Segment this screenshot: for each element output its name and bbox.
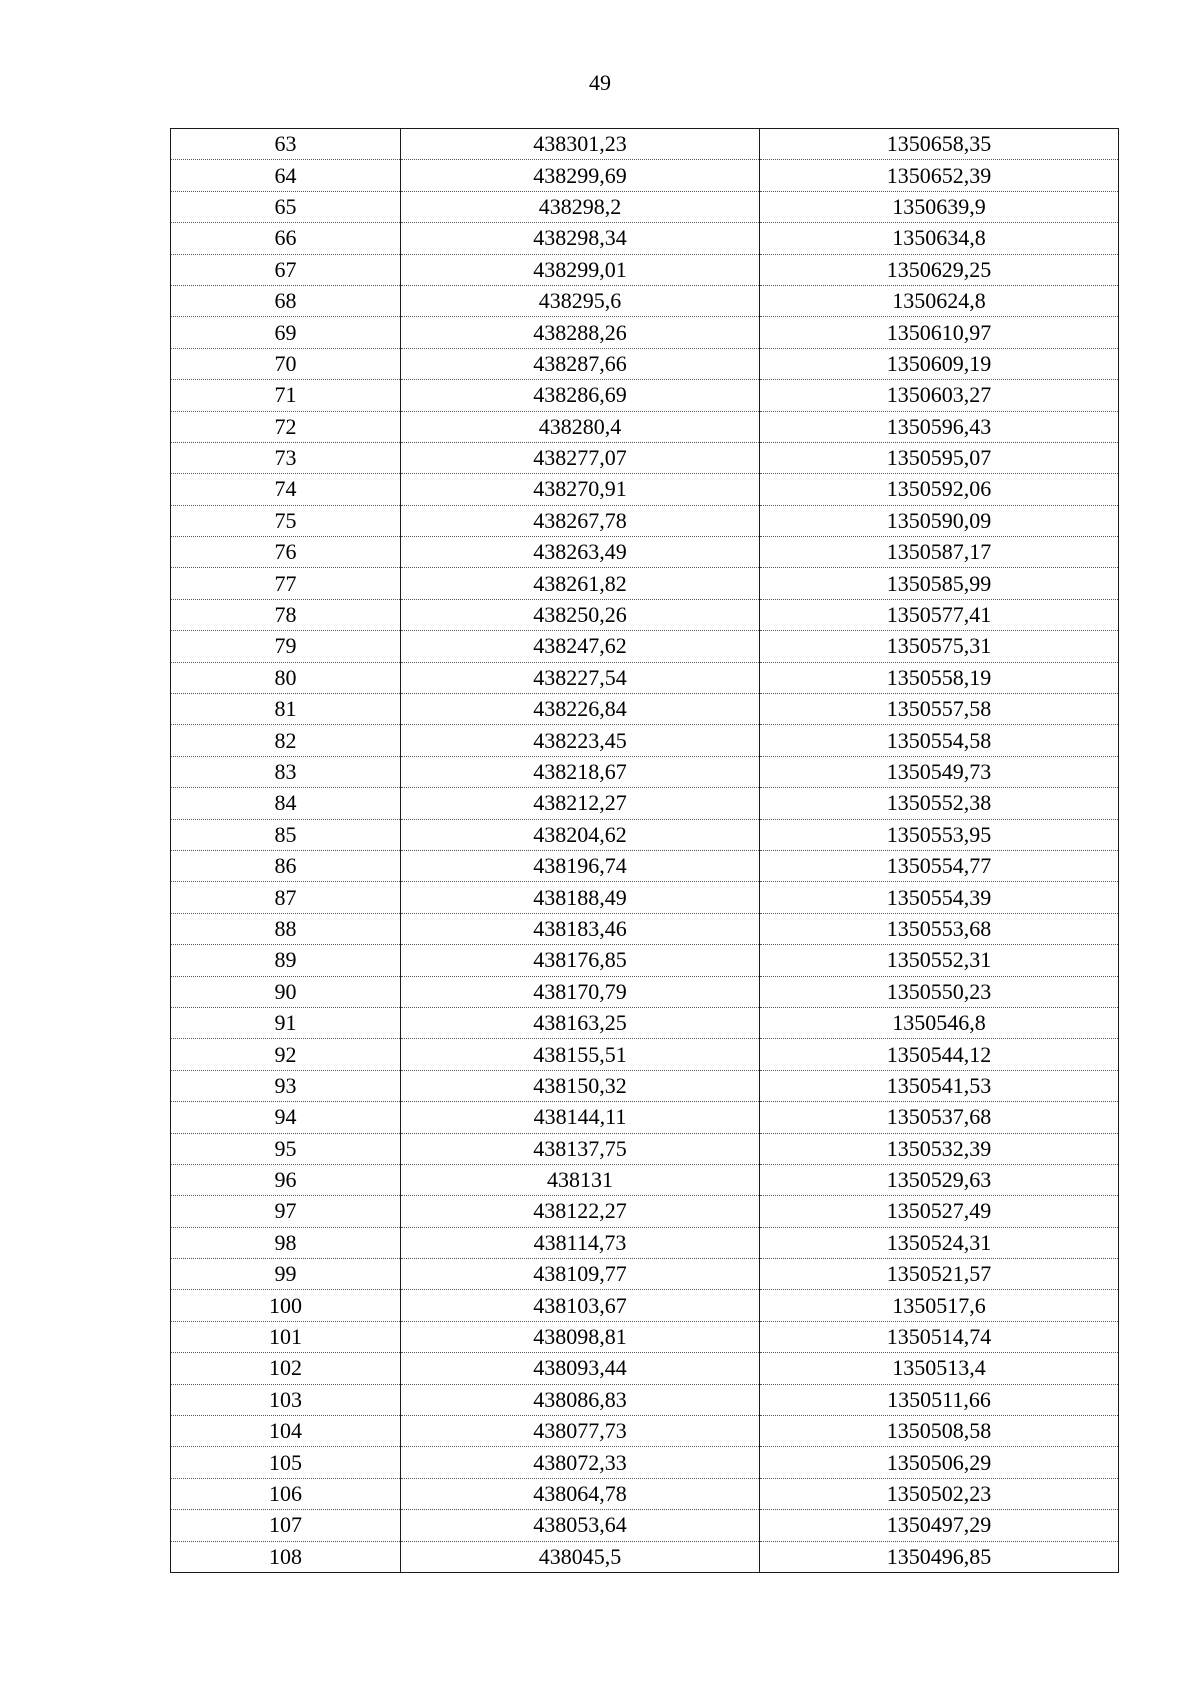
page-number: 49 [589,70,611,95]
table-row [171,1290,1119,1321]
table-row [171,945,1119,976]
x-coordinate-cell: 438280,4 [401,411,760,442]
y-coordinate-cell: 1350553,95 [760,819,1119,850]
x-coordinate-cell: 438298,34 [401,223,760,254]
coordinates-table-body [171,129,1119,1573]
table-row [171,160,1119,191]
x-coordinate-cell: 438299,01 [401,254,760,285]
x-coordinate-cell: 438286,69 [401,380,760,411]
x-coordinate-cell: 438261,82 [401,568,760,599]
table-row [171,976,1119,1007]
point-number-cell: 72 [171,411,401,442]
x-coordinate-cell: 438176,85 [401,945,760,976]
table-row [171,1039,1119,1070]
x-coordinate-cell: 438137,75 [401,1133,760,1164]
y-coordinate-cell: 1350558,19 [760,662,1119,693]
point-number-cell: 108 [171,1541,401,1572]
y-coordinate-cell: 1350554,58 [760,725,1119,756]
table-row [171,1227,1119,1258]
point-number-cell: 80 [171,662,401,693]
y-coordinate-cell: 1350532,39 [760,1133,1119,1164]
y-coordinate-cell: 1350524,31 [760,1227,1119,1258]
x-coordinate-cell: 438227,54 [401,662,760,693]
x-coordinate-cell: 438247,62 [401,631,760,662]
x-coordinate-cell: 438155,51 [401,1039,760,1070]
y-coordinate-cell: 1350624,8 [760,285,1119,316]
point-number-cell: 87 [171,882,401,913]
x-coordinate-cell: 438288,26 [401,317,760,348]
y-coordinate-cell: 1350537,68 [760,1102,1119,1133]
y-coordinate-cell: 1350527,49 [760,1196,1119,1227]
point-number-cell: 92 [171,1039,401,1070]
y-coordinate-cell: 1350575,31 [760,631,1119,662]
point-number-cell: 97 [171,1196,401,1227]
point-number-cell: 88 [171,913,401,944]
point-number-cell: 68 [171,285,401,316]
table-row [171,1416,1119,1447]
y-coordinate-cell: 1350506,29 [760,1447,1119,1478]
x-coordinate-cell: 438223,45 [401,725,760,756]
point-number-cell: 73 [171,442,401,473]
table-row [171,1384,1119,1415]
y-coordinate-cell: 1350658,35 [760,129,1119,160]
point-number-cell: 93 [171,1070,401,1101]
x-coordinate-cell: 438098,81 [401,1321,760,1352]
table-row [171,1353,1119,1384]
y-coordinate-cell: 1350652,39 [760,160,1119,191]
table-row [171,1102,1119,1133]
table-row [171,756,1119,787]
point-number-cell: 86 [171,850,401,881]
point-number-cell: 102 [171,1353,401,1384]
point-number-cell: 83 [171,756,401,787]
x-coordinate-cell: 438103,67 [401,1290,760,1321]
point-number-cell: 78 [171,599,401,630]
point-number-cell: 104 [171,1416,401,1447]
x-coordinate-cell: 438131 [401,1164,760,1195]
x-coordinate-cell: 438270,91 [401,474,760,505]
x-coordinate-cell: 438301,23 [401,129,760,160]
table-row [171,129,1119,160]
table-row [171,1478,1119,1509]
x-coordinate-cell: 438109,77 [401,1259,760,1290]
table-row [171,1321,1119,1352]
y-coordinate-cell: 1350557,58 [760,694,1119,725]
y-coordinate-cell: 1350629,25 [760,254,1119,285]
table-row [171,223,1119,254]
y-coordinate-cell: 1350546,8 [760,1007,1119,1038]
x-coordinate-cell: 438250,26 [401,599,760,630]
table-row [171,1541,1119,1572]
x-coordinate-cell: 438086,83 [401,1384,760,1415]
table-row [171,505,1119,536]
y-coordinate-cell: 1350577,41 [760,599,1119,630]
x-coordinate-cell: 438263,49 [401,537,760,568]
table-row [171,285,1119,316]
table-row [171,1164,1119,1195]
y-coordinate-cell: 1350529,63 [760,1164,1119,1195]
y-coordinate-cell: 1350552,38 [760,788,1119,819]
table-row [171,568,1119,599]
x-coordinate-cell: 438277,07 [401,442,760,473]
point-number-cell: 84 [171,788,401,819]
y-coordinate-cell: 1350595,07 [760,442,1119,473]
point-number-cell: 66 [171,223,401,254]
y-coordinate-cell: 1350609,19 [760,348,1119,379]
table-row [171,1133,1119,1164]
y-coordinate-cell: 1350517,6 [760,1290,1119,1321]
table-row [171,694,1119,725]
point-number-cell: 63 [171,129,401,160]
table-row [171,254,1119,285]
y-coordinate-cell: 1350496,85 [760,1541,1119,1572]
y-coordinate-cell: 1350511,66 [760,1384,1119,1415]
point-number-cell: 106 [171,1478,401,1509]
table-row [171,850,1119,881]
y-coordinate-cell: 1350508,58 [760,1416,1119,1447]
point-number-cell: 81 [171,694,401,725]
point-number-cell: 100 [171,1290,401,1321]
point-number-cell: 64 [171,160,401,191]
y-coordinate-cell: 1350514,74 [760,1321,1119,1352]
y-coordinate-cell: 1350592,06 [760,474,1119,505]
point-number-cell: 98 [171,1227,401,1258]
point-number-cell: 67 [171,254,401,285]
x-coordinate-cell: 438170,79 [401,976,760,1007]
y-coordinate-cell: 1350553,68 [760,913,1119,944]
x-coordinate-cell: 438053,64 [401,1510,760,1541]
y-coordinate-cell: 1350513,4 [760,1353,1119,1384]
point-number-cell: 99 [171,1259,401,1290]
x-coordinate-cell: 438218,67 [401,756,760,787]
x-coordinate-cell: 438204,62 [401,819,760,850]
point-number-cell: 77 [171,568,401,599]
y-coordinate-cell: 1350587,17 [760,537,1119,568]
point-number-cell: 76 [171,537,401,568]
x-coordinate-cell: 438183,46 [401,913,760,944]
x-coordinate-cell: 438295,6 [401,285,760,316]
point-number-cell: 85 [171,819,401,850]
y-coordinate-cell: 1350603,27 [760,380,1119,411]
point-number-cell: 70 [171,348,401,379]
x-coordinate-cell: 438188,49 [401,882,760,913]
point-number-cell: 91 [171,1007,401,1038]
x-coordinate-cell: 438226,84 [401,694,760,725]
y-coordinate-cell: 1350521,57 [760,1259,1119,1290]
y-coordinate-cell: 1350502,23 [760,1478,1119,1509]
point-number-cell: 69 [171,317,401,348]
y-coordinate-cell: 1350552,31 [760,945,1119,976]
point-number-cell: 101 [171,1321,401,1352]
point-number-cell: 79 [171,631,401,662]
x-coordinate-cell: 438267,78 [401,505,760,536]
y-coordinate-cell: 1350610,97 [760,317,1119,348]
table-row [171,913,1119,944]
table-row [171,442,1119,473]
point-number-cell: 90 [171,976,401,1007]
y-coordinate-cell: 1350554,39 [760,882,1119,913]
table-row [171,631,1119,662]
table-row [171,1007,1119,1038]
x-coordinate-cell: 438150,32 [401,1070,760,1101]
x-coordinate-cell: 438114,73 [401,1227,760,1258]
table-row [171,599,1119,630]
table-row [171,725,1119,756]
y-coordinate-cell: 1350544,12 [760,1039,1119,1070]
x-coordinate-cell: 438196,74 [401,850,760,881]
table-row [171,1510,1119,1541]
x-coordinate-cell: 438287,66 [401,348,760,379]
y-coordinate-cell: 1350554,77 [760,850,1119,881]
point-number-cell: 65 [171,191,401,222]
point-number-cell: 95 [171,1133,401,1164]
point-number-cell: 94 [171,1102,401,1133]
point-number-cell: 89 [171,945,401,976]
y-coordinate-cell: 1350590,09 [760,505,1119,536]
point-number-cell: 74 [171,474,401,505]
table-row [171,380,1119,411]
y-coordinate-cell: 1350550,23 [760,976,1119,1007]
y-coordinate-cell: 1350549,73 [760,756,1119,787]
x-coordinate-cell: 438163,25 [401,1007,760,1038]
table-row [171,411,1119,442]
x-coordinate-cell: 438077,73 [401,1416,760,1447]
x-coordinate-cell: 438093,44 [401,1353,760,1384]
table-row [171,1070,1119,1101]
x-coordinate-cell: 438122,27 [401,1196,760,1227]
x-coordinate-cell: 438299,69 [401,160,760,191]
table-row [171,1259,1119,1290]
coordinates-table [170,128,1119,1573]
y-coordinate-cell: 1350639,9 [760,191,1119,222]
y-coordinate-cell: 1350541,53 [760,1070,1119,1101]
table-row [171,1447,1119,1478]
point-number-cell: 96 [171,1164,401,1195]
x-coordinate-cell: 438045,5 [401,1541,760,1572]
table-row [171,474,1119,505]
y-coordinate-cell: 1350634,8 [760,223,1119,254]
table-row [171,537,1119,568]
y-coordinate-cell: 1350585,99 [760,568,1119,599]
point-number-cell: 107 [171,1510,401,1541]
x-coordinate-cell: 438072,33 [401,1447,760,1478]
x-coordinate-cell: 438212,27 [401,788,760,819]
point-number-cell: 71 [171,380,401,411]
table-row [171,348,1119,379]
table-row [171,191,1119,222]
table-row [171,819,1119,850]
y-coordinate-cell: 1350497,29 [760,1510,1119,1541]
point-number-cell: 75 [171,505,401,536]
x-coordinate-cell: 438064,78 [401,1478,760,1509]
table-row [171,317,1119,348]
table-row [171,1196,1119,1227]
x-coordinate-cell: 438298,2 [401,191,760,222]
table-row [171,882,1119,913]
y-coordinate-cell: 1350596,43 [760,411,1119,442]
table-row [171,788,1119,819]
point-number-cell: 103 [171,1384,401,1415]
point-number-cell: 105 [171,1447,401,1478]
table-row [171,662,1119,693]
point-number-cell: 82 [171,725,401,756]
x-coordinate-cell: 438144,11 [401,1102,760,1133]
